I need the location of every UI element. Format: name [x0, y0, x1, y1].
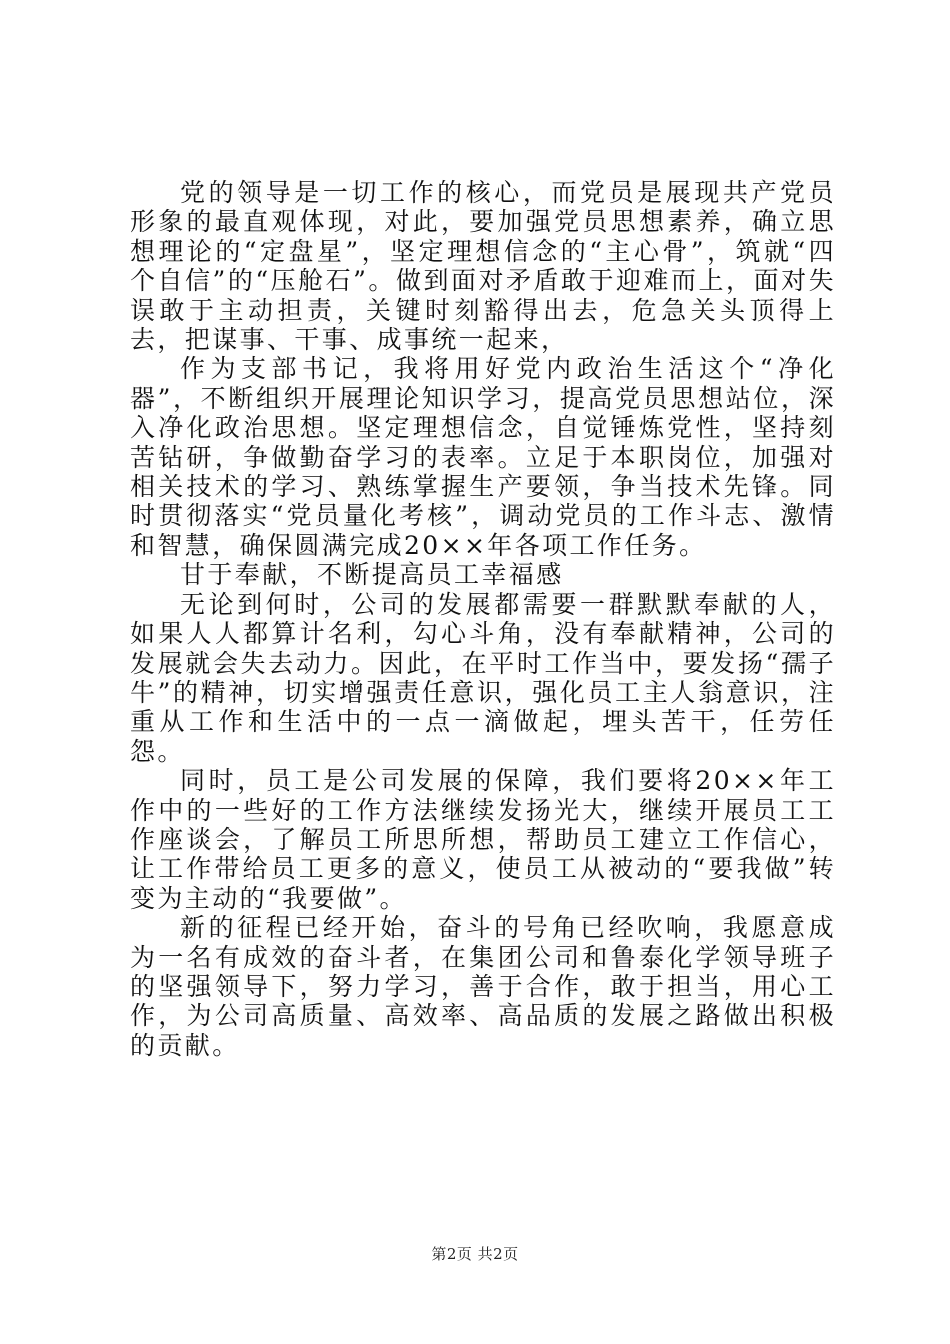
- paragraph-party-leadership: 党的领导是一切工作的核心，而党员是展现共产党员形象的最直观体现，对此，要加强党员思想素养，确立思想理论的“定盘星”，坚定理想信念的“主心骨”，筑就“四个自信”的“压舱石”。做到面对矛盾敢于迎难而上，面对失误敢于主动担责，关键时刻豁得出去，危急关头顶得上去，把谋事、干事、成事统一起来，: [130, 178, 836, 355]
- paragraph-new-journey: 新的征程已经开始，奋斗的号角已经吹响，我愿意成为一名有成效的奋斗者，在集团公司和鲁泰化学领导班子的坚强领导下，努力学习，善于合作，敢于担当，用心工作，为公司高质量、高效率、高品质的发展之路做出积极的贡献。: [130, 913, 836, 1060]
- paragraph-dedication: 无论到何时，公司的发展都需要一群默默奉献的人，如果人人都算计名利，勾心斗角，没有奉献精神，公司的发展就会失去动力。因此，在平时工作当中，要发扬“孺子牛”的精神，切实增强责任意识，强化员工主人翁意识，注重从工作和生活中的一点一滴做起，埋头苦干，任劳任怨。: [130, 589, 836, 766]
- page-footer: 第2页 共2页: [431, 1245, 519, 1263]
- section-heading-dedication: 甘于奉献，不断提高员工幸福感: [180, 560, 564, 590]
- document-body: [130, 178, 836, 1060]
- paragraph-employee-support: 同时，员工是公司发展的保障，我们要将20××年工作中的一些好的工作方法继续发扬光大，继续开展员工工作座谈会，了解员工所思所想，帮助员工建立工作信心，让工作带给员工更多的意义，使员工从被动的“要我做”转变为主动的“我要做”。: [130, 766, 836, 913]
- paragraph-branch-secretary: 作为支部书记，我将用好党内政治生活这个“净化器”，不断组织开展理论知识学习，提高党员思想站位，深入净化政治思想。坚定理想信念，自觉锤炼党性，坚持刻苦钻研，争做勤奋学习的表率。立足于本职岗位，加强对相关技术的学习、熟练掌握生产要领，争当技术先锋。同时贯彻落实“党员量化考核”，调动党员的工作斗志、激情和智慧，确保圆满完成20××年各项工作任务。: [130, 354, 836, 560]
